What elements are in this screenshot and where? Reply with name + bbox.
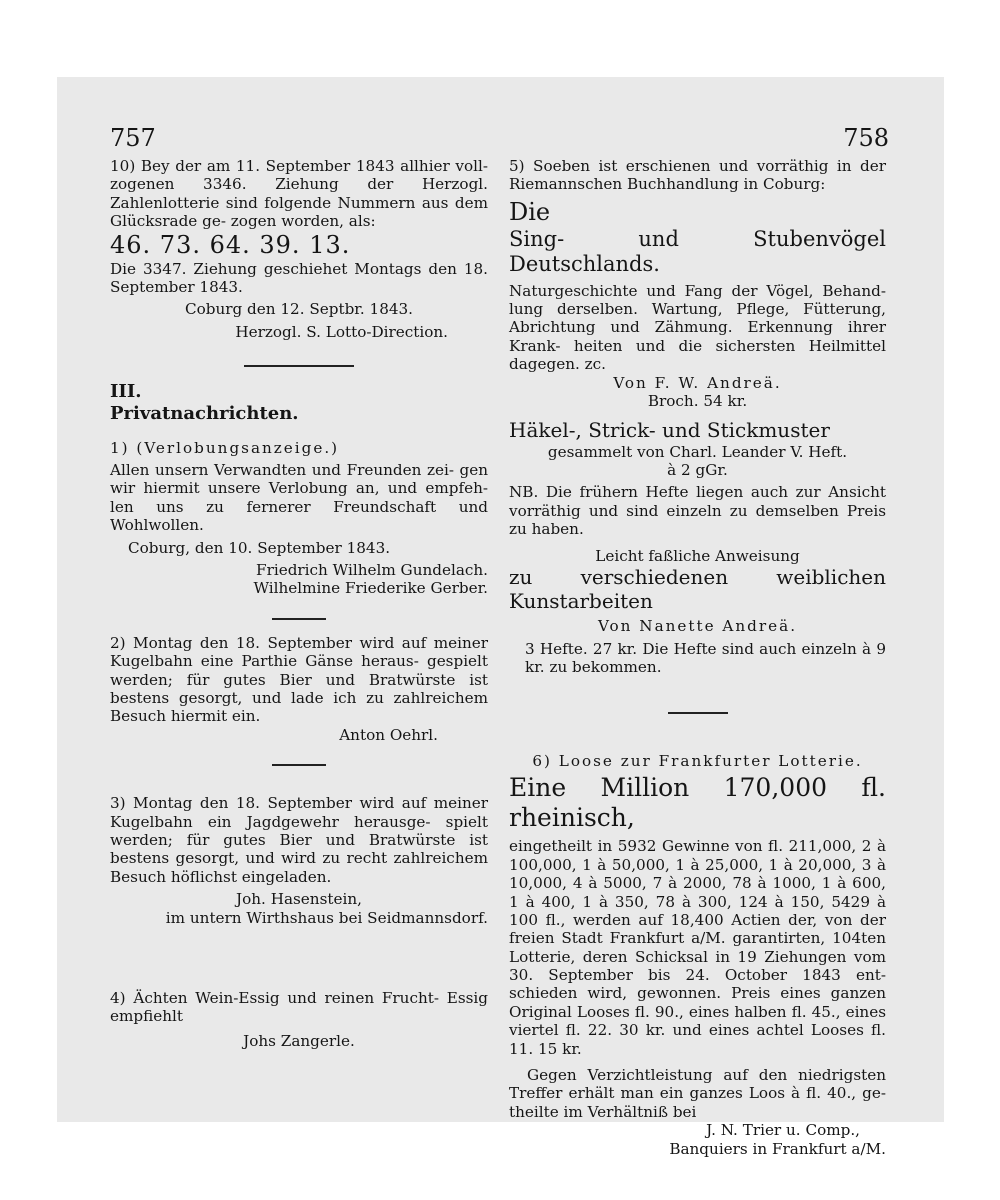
bowling-geese-signature: Anton Oehrl.	[339, 725, 438, 744]
book1-price: Broch. 54 kr.	[647, 391, 748, 410]
book2-title: Häkel-, Strick- und Stickmuster	[509, 418, 830, 443]
section-divider	[244, 365, 354, 367]
lottery-place-date: Coburg den 12. Septbr. 1843.	[184, 300, 414, 319]
newspaper-page	[57, 77, 944, 1158]
book1-title-article: Die	[509, 197, 551, 226]
book1-description: Naturgeschichte und Fang der Vögel, Behand- lung derselben. Wartung, Pflege, Fütterung, Abrichtung und Zähmung. Erkennung ihrer Krank- heiten und die sichersten Heilmittel dagegen. zc.	[509, 281, 886, 374]
item-divider	[668, 712, 728, 714]
vinegar-ad: 4) Ächten Wein-Essig und reinen Frucht- Essig empfiehlt	[110, 988, 488, 1026]
book1-title: Sing- und Stubenvögel Deutschlands.	[509, 226, 886, 277]
engagement-place-date: Coburg, den 10. September 1843.	[128, 538, 391, 557]
engagement-name-1: Friedrich Wilhelm Gundelach.	[256, 561, 488, 580]
book2-note: NB. Die frühern Hefte liegen auch zur Ansicht vorräthig und sind einzeln zu demselben Preis zu haben.	[509, 483, 886, 539]
book3-author: Von Nanette Andreä.	[597, 617, 798, 636]
engagement-heading: 1) (Verlobungsanzeige.)	[110, 438, 340, 457]
lottery-heading: 6) Loose zur Frankfurter Lotterie.	[532, 752, 863, 771]
right-column	[509, 157, 886, 1158]
book2-subtitle: gesammelt von Charl. Leander V. Heft.	[547, 442, 848, 461]
book1-author: Von F. W. Andreä.	[613, 373, 782, 392]
left-column	[110, 157, 488, 1050]
engagement-text: Allen unsern Verwandten und Freunden zei- gen wir hiermit unsere Verlobung an, und empfeh- len uns zu fernerer Freundschaft und Wohlwollen.	[110, 461, 488, 535]
vinegar-signature: Johs Zangerle.	[243, 1031, 355, 1050]
bowling-rifle-signature-1: Joh. Hasenstein,	[236, 890, 362, 909]
bowling-rifle-signature-2: im untern Wirthshaus bei Seidmannsdorf.	[165, 908, 488, 927]
item-divider	[272, 764, 326, 766]
page-number-left: 757	[110, 124, 156, 152]
page-number-right: 758	[843, 124, 889, 152]
section-title: Privatnachrichten.	[110, 402, 299, 424]
drawn-numbers: 46. 73. 64. 39. 13.	[110, 230, 351, 259]
book3-title: zu verschiedenen weiblichen Kunstarbeiten	[509, 564, 886, 614]
item-divider	[272, 618, 326, 620]
banker-signature-2: Banquiers in Frankfurt a/M.	[669, 1139, 886, 1158]
lottery-signature: Herzogl. S. Lotto-Direction.	[235, 322, 448, 341]
book2-price: à 2 gGr.	[667, 460, 728, 479]
lottery-title: Eine Million 170,000 fl. rheinisch,	[509, 772, 886, 833]
bowling-rifle-ad: 3) Montag den 18. September wird auf meiner Kugelbahn ein Jagdgewehr herausge- spielt werden; für gutes Bier und Bratwürste ist bestens gesorgt, und wird zu recht zahlreichem Besuch höflichst eingeladen.	[110, 794, 488, 886]
book-announcement-intro: 5) Soeben ist erschienen und vorräthig in der Riemannschen Buchhandlung in Coburg:	[509, 157, 886, 194]
lottery-announcement: 10) Bey der am 11. September 1843 allhier voll- zogenen 3346. Ziehung der Herzogl. Zahlenlotterie sind folgende Nummern aus dem Glücksrade ge- zogen worden, als:	[110, 157, 488, 231]
lottery-details: eingetheilt in 5932 Gewinne von fl. 211,000, 2 à 100,000, 1 à 50,000, 1 à 25,000, 1 à 20,000, 3 à 10,000, 4 à 5000, 7 à 2000, 78 à 1000, 1 à 600, 1 à 400, 1 à 350, 78 à 300, 124 à 150, 5429 à 100 fl., werden auf 18,400 Actien der, von der freien Stadt Frankfurt a/M. garantirten, 104ten Lotterie, deren Schicksal in 19 Ziehungen vom 30. September bis 24. October 1843 ent- schieden wird, gewonnen. Preis eines ganzen Original Looses fl. 90., eines halben fl. 45., eines viertel fl. 22. 30 kr. und eines achtel Looses fl. 11. 15 kr.	[509, 837, 886, 1058]
next-draw-note: Die 3347. Ziehung geschiehet Montags den 18. September 1843.	[110, 259, 488, 296]
book3-preface: Leicht faßliche Anweisung	[595, 546, 800, 565]
section-numeral: III.	[110, 381, 142, 403]
banker-signature-1: J. N. Trier u. Comp.,	[706, 1121, 860, 1140]
book3-price: 3 Hefte. 27 kr. Die Hefte sind auch einzeln à 9 kr. zu bekommen.	[525, 639, 886, 677]
lottery-offer: Gegen Verzichtleistung auf den niedrigsten Treffer erhält man ein ganzes Loos à fl. 40., ge- theilte im Verhältniß bei	[509, 1066, 886, 1121]
engagement-name-2: Wilhelmine Friederike Gerber.	[253, 579, 488, 598]
bowling-geese-ad: 2) Montag den 18. September wird auf meiner Kugelbahn eine Parthie Gänse heraus- gespielt werden; für gutes Bier und Bratwürste ist bestens gesorgt, und lade ich zu zahlreichem Besuch hiermit ein.	[110, 633, 488, 726]
